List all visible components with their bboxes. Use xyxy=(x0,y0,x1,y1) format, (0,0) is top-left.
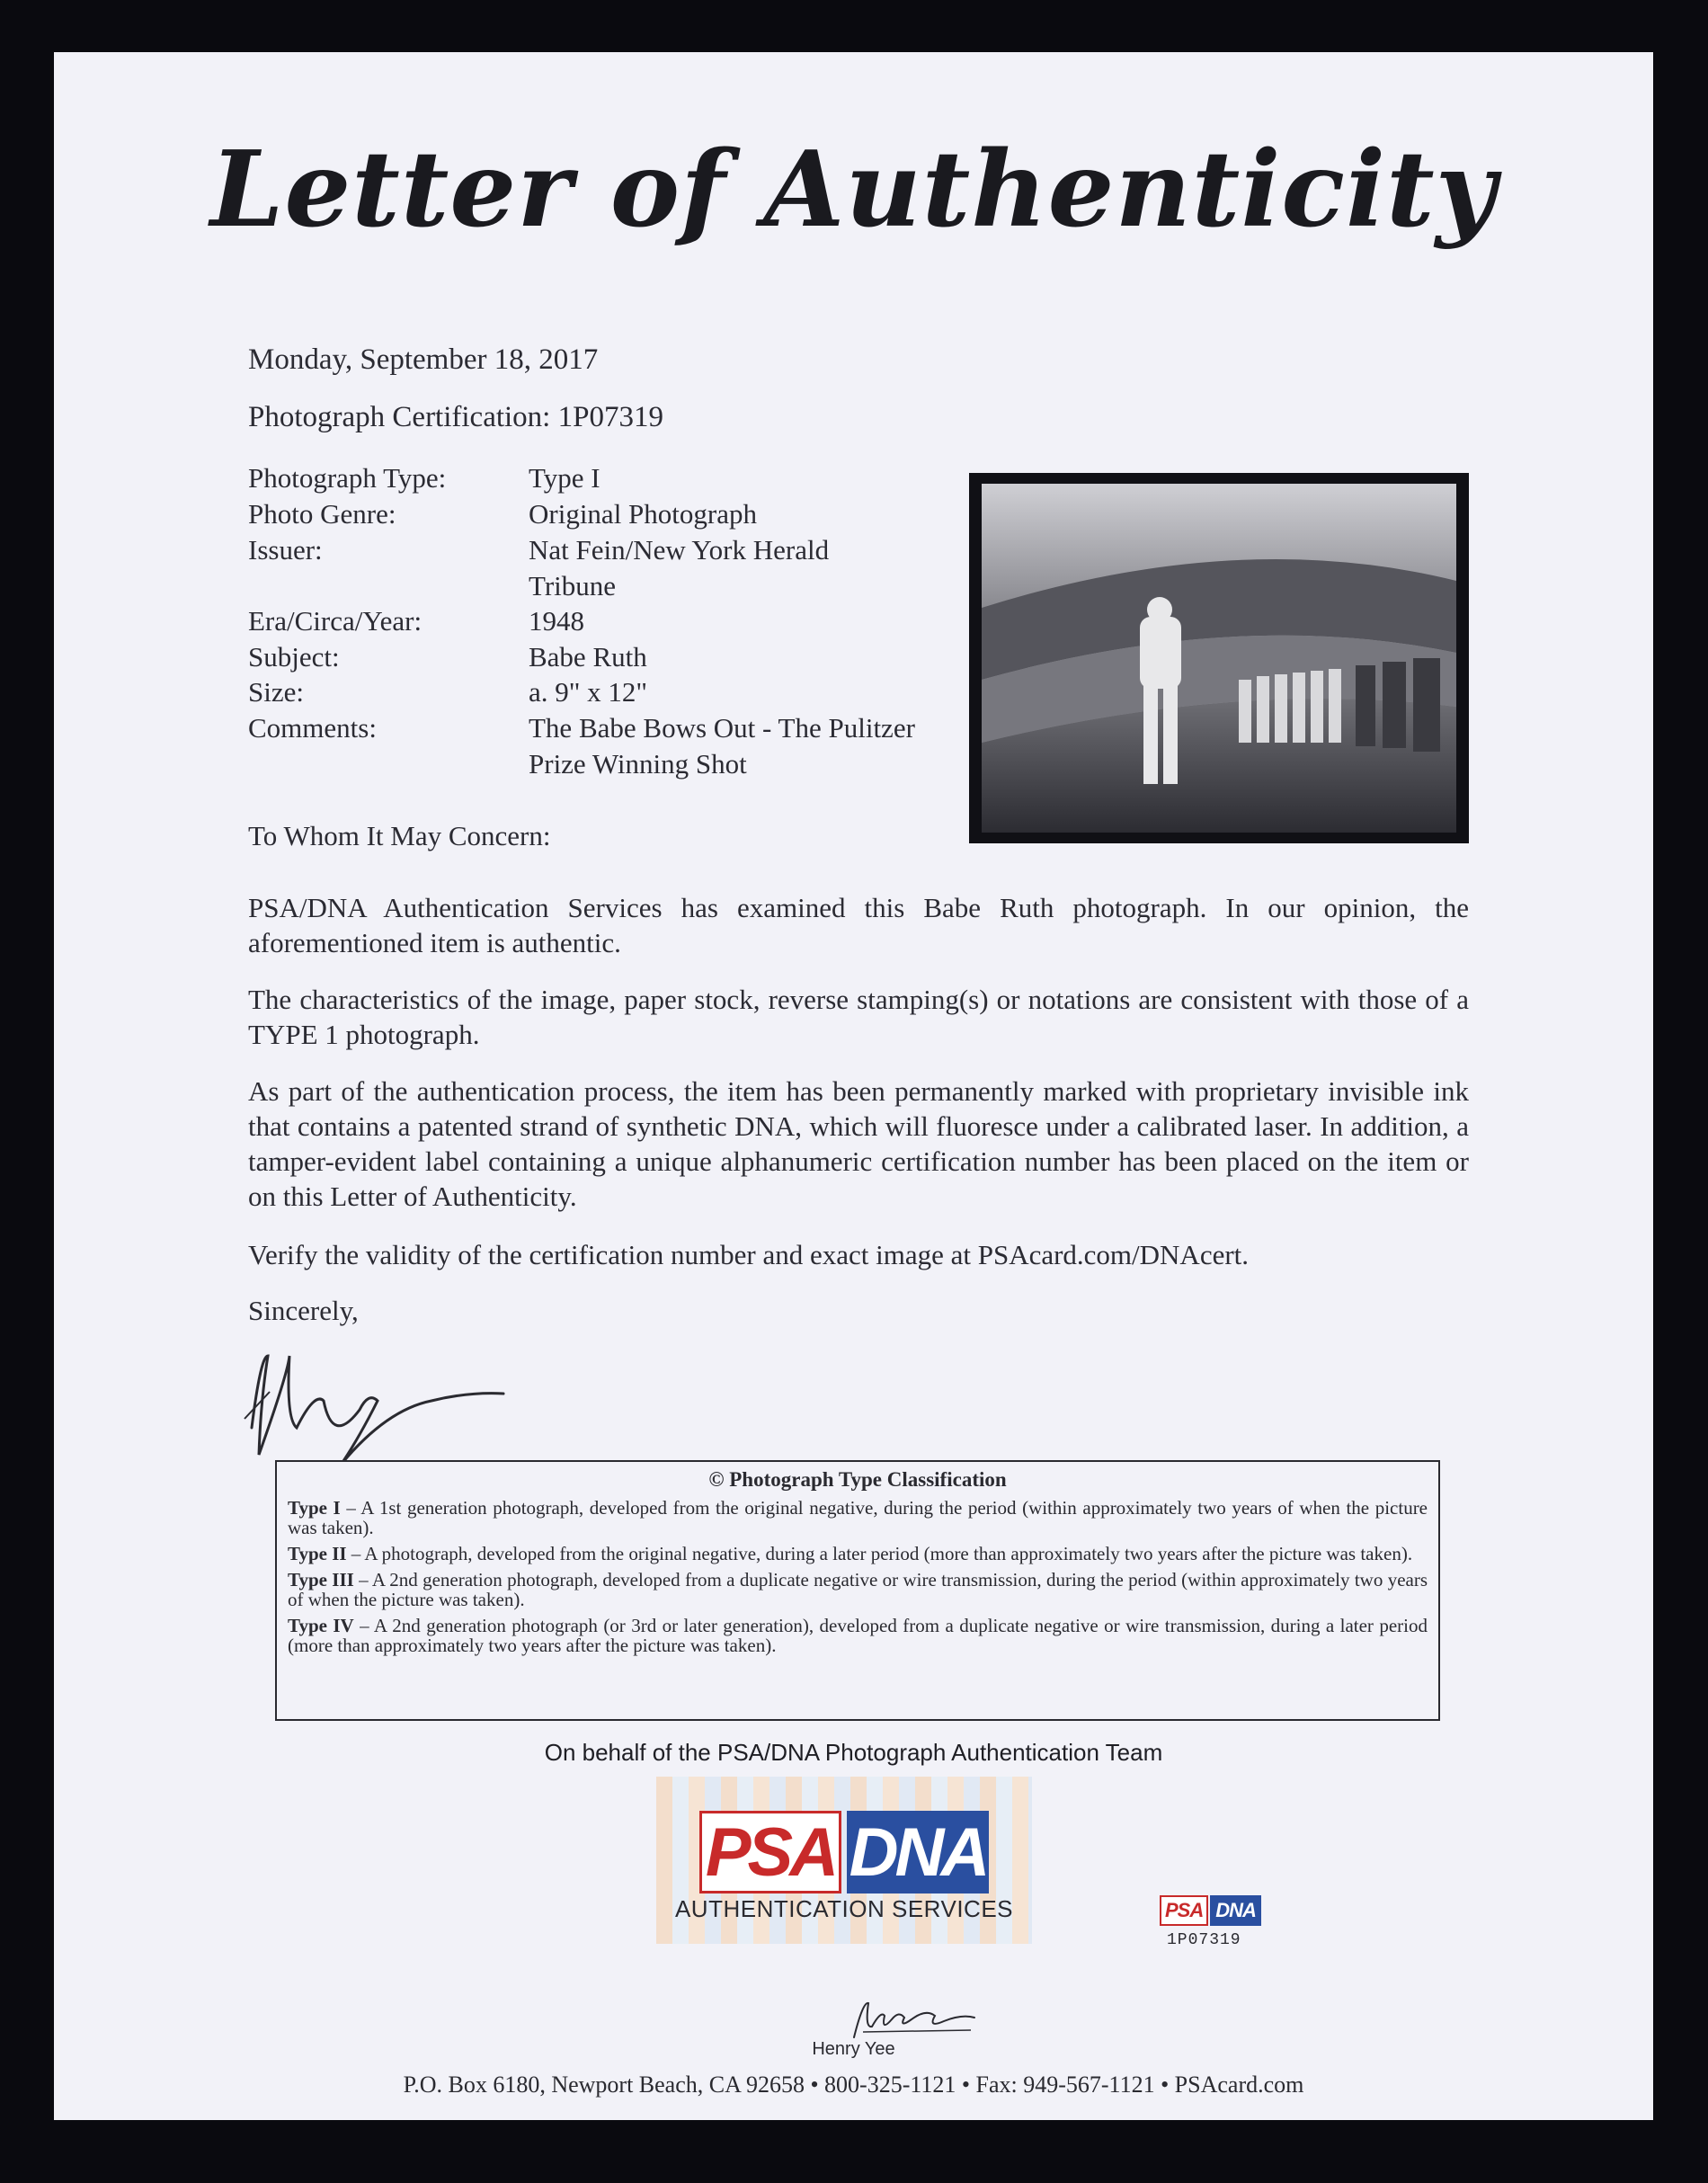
signature-icon xyxy=(234,1338,521,1473)
photo-image xyxy=(969,473,1469,843)
field-key: Subject: xyxy=(248,641,340,673)
closing: Sincerely, xyxy=(248,1295,359,1326)
paragraph: PSA/DNA Authentication Services has examined this Babe Ruth photograph. In our opinion, the aforementioned item is authentic. xyxy=(248,892,1469,958)
logo-psa: PSA xyxy=(699,1811,841,1893)
sticker-dna: DNA xyxy=(1210,1895,1261,1926)
classification-heading: © Photograph Type Classification xyxy=(708,1468,1007,1491)
type-entry xyxy=(288,1498,1428,1537)
letter-title: Letter of Authenticity xyxy=(209,129,1498,251)
paragraph: As part of the authentication process, the item has been permanently marked with proprietary invisible ink that contains a patented strand of synthetic DNA, which will fluoresce under a calibrated laser. In addition, a tamper-evident label containing a unique alphanumeric certification number has been placed on the item or on this Letter of Authenticity. xyxy=(248,1075,1469,1212)
type-classification-box xyxy=(275,1460,1440,1721)
sticker-mark xyxy=(1160,1895,1275,1926)
type-text: – A 2nd generation photograph, developed from a duplicate negative or wire transmission, during the period (within approximately two years of when the picture was taken). xyxy=(288,1569,1428,1610)
field-value: The Babe Bows Out - The Pulitzer Prize Winning Shot xyxy=(529,712,915,780)
salutation: To Whom It May Concern: xyxy=(248,820,551,851)
field-value: Nat Fein/New York Herald Tribune xyxy=(529,534,830,601)
type-text: – A 1st generation photograph, developed from the original negative, during the period (within approximately two years of when the picture was taken). xyxy=(288,1497,1428,1538)
sticker-psa: PSA xyxy=(1160,1895,1208,1926)
field-key: Size: xyxy=(248,676,304,708)
type-entry xyxy=(288,1570,1428,1609)
field-value: Babe Ruth xyxy=(529,641,647,673)
field-key: Era/Circa/Year: xyxy=(248,605,423,637)
field-key: Comments: xyxy=(248,712,377,744)
logo-tagline: AUTHENTICATION SERVICES xyxy=(674,1895,1014,1922)
signer-signature-icon xyxy=(845,1992,980,2046)
field-key: Issuer: xyxy=(248,534,323,566)
paragraph: The characteristics of the image, paper stock, reverse stamping(s) or notations are consistent with those of a TYPE 1 photograph. xyxy=(248,984,1469,1050)
certification-number: Photograph Certification: 1P07319 xyxy=(248,401,663,433)
letter-date: Monday, September 18, 2017 xyxy=(248,343,599,376)
paragraph: Verify the validity of the certification number and exact image at PSAcard.com/DNAcert. xyxy=(248,1239,1250,1270)
letter-page xyxy=(54,52,1653,2120)
signer-name: Henry Yee xyxy=(812,2039,895,2059)
certification-sticker xyxy=(1158,1895,1275,1960)
logo-mark xyxy=(699,1811,989,1891)
type-text: – A photograph, developed from the original negative, during a later period (more than approximately two years after the picture was taken). xyxy=(346,1543,1413,1564)
behalf-line: On behalf of the PSA/DNA Photograph Authentication Team xyxy=(544,1739,1163,1766)
psa-dna-logo xyxy=(656,1777,1032,1944)
type-label: Type II xyxy=(288,1543,347,1564)
type-text: – A 2nd generation photograph (or 3rd or later generation), developed from a duplicate negative or wire transmission, during a later period (more than approximately two years after the picture was taken). xyxy=(288,1615,1428,1656)
type-entry xyxy=(288,1616,1428,1655)
field-value: 1948 xyxy=(529,605,584,637)
field-value: Original Photograph xyxy=(529,498,757,530)
type-label: Type III xyxy=(288,1569,354,1590)
field-value: Type I xyxy=(529,462,600,494)
field-key: Photo Genre: xyxy=(248,498,396,530)
footer-address: P.O. Box 6180, Newport Beach, CA 92658 • 800-325-1121 • Fax: 949-567-1121 • PSAcard.com xyxy=(403,2072,1304,2098)
babe-ruth-photo xyxy=(969,473,1469,843)
logo-dna: DNA xyxy=(847,1811,989,1893)
field-value: a. 9" x 12" xyxy=(529,676,648,708)
sticker-cert-number: 1P07319 xyxy=(1167,1931,1241,1949)
field-key: Photograph Type: xyxy=(248,462,447,494)
type-label: Type I xyxy=(288,1497,341,1519)
type-entry xyxy=(288,1544,1428,1564)
type-label: Type IV xyxy=(288,1615,354,1636)
